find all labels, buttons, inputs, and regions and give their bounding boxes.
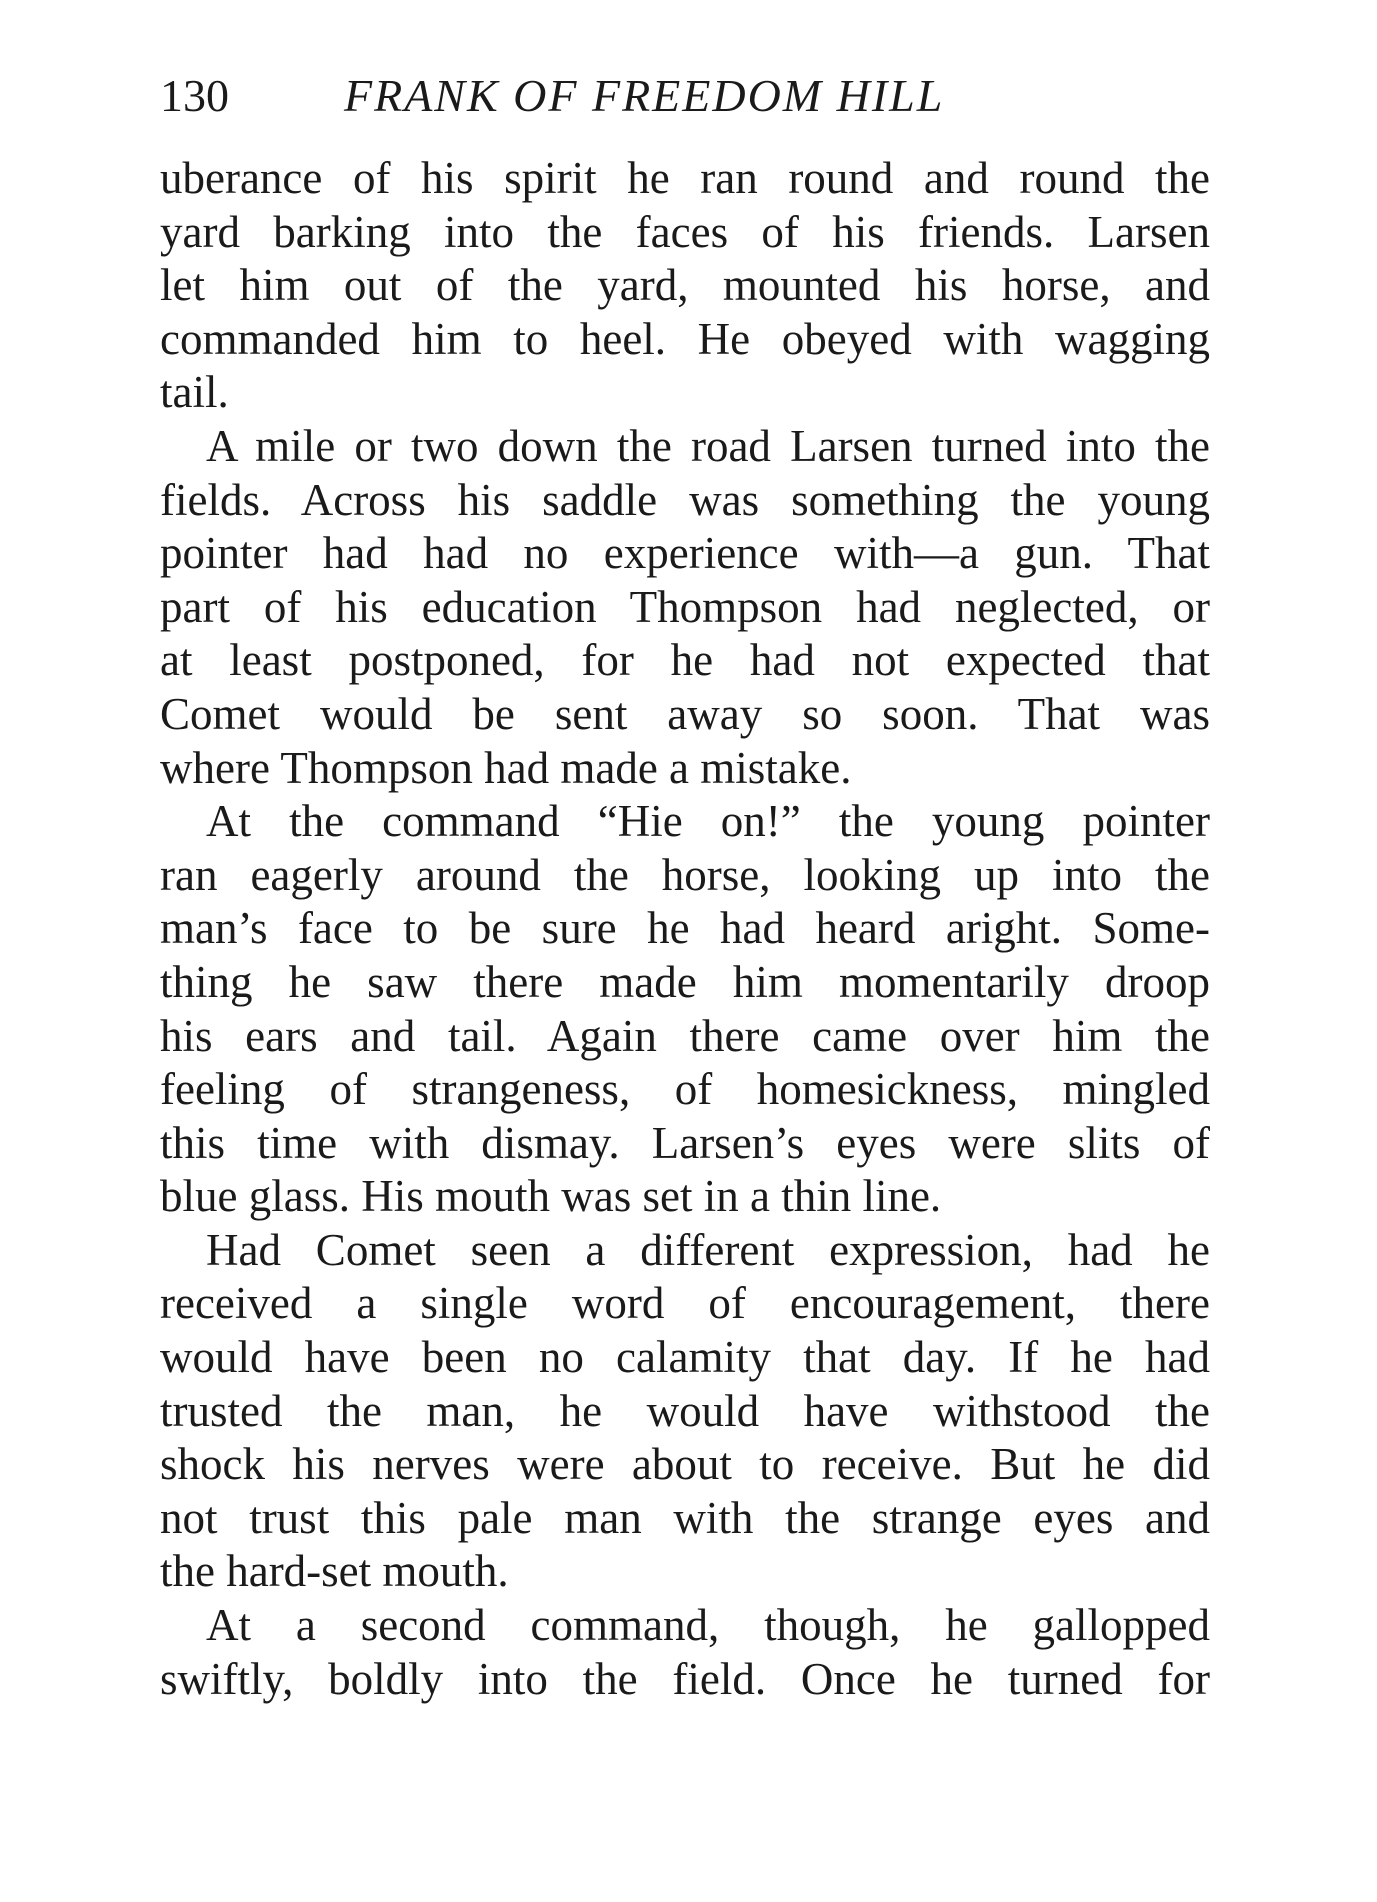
text-line: tail. [160, 367, 229, 418]
text-line: pointer had had no experience with—a gun. That [160, 528, 1210, 579]
text-line: fields. Across his saddle was something the young [160, 474, 1210, 525]
text-line: where Thompson had made a mistake. [160, 742, 852, 793]
text-line: received a single word of encouragement, there [160, 1278, 1210, 1329]
text-line: would have been no calamity that day. If he had [160, 1332, 1210, 1383]
text-line: Had Comet seen a different expression, had he [206, 1224, 1210, 1275]
text-line: man’s face to be sure he had heard aright. Some- [160, 903, 1210, 954]
text-line: let him out of the yard, mounted his horse, and [160, 260, 1210, 311]
text-line: A mile or two down the road Larsen turned into the [206, 420, 1210, 471]
text-line: blue glass. His mouth was set in a thin line. [160, 1171, 942, 1222]
text-line: At a second command, though, he gallopped [206, 1600, 1210, 1651]
text-line: commanded him to heel. He obeyed with wagging [160, 313, 1210, 364]
text-line: this time with dismay. Larsen’s eyes were slits of [160, 1117, 1210, 1168]
text-line: At the command “Hie on!” the young pointer [206, 796, 1210, 847]
text-line: his ears and tail. Again there came over him the [160, 1010, 1210, 1061]
text-line: yard barking into the faces of his friends. Larsen [160, 206, 1210, 257]
running-title: FRANK OF FREEDOM HILL [344, 70, 945, 121]
body-text [160, 152, 1210, 1706]
text-line: shock his nerves were about to receive. But he did [160, 1439, 1210, 1490]
text-line: trusted the man, he would have withstood the [160, 1385, 1210, 1436]
text-line: swiftly, boldly into the field. Once he turned for [160, 1653, 1210, 1704]
text-line: uberance of his spirit he ran round and round the [160, 153, 1210, 203]
text-line: ran eagerly around the horse, looking up into the [160, 849, 1210, 900]
page-number: 130 [160, 70, 229, 121]
text-line: thing he saw there made him momentarily droop [160, 956, 1210, 1007]
page-header [160, 66, 1210, 126]
text-line: not trust this pale man with the strange eyes and [160, 1492, 1210, 1543]
text-line: part of his education Thompson had neglected, or [160, 581, 1210, 632]
text-line: the hard-set mouth. [160, 1546, 509, 1597]
text-line: Comet would be sent away so soon. That was [160, 688, 1210, 739]
text-line: at least postponed, for he had not expected that [160, 635, 1210, 686]
text-line: feeling of strangeness, of homesickness, mingled [160, 1064, 1210, 1115]
